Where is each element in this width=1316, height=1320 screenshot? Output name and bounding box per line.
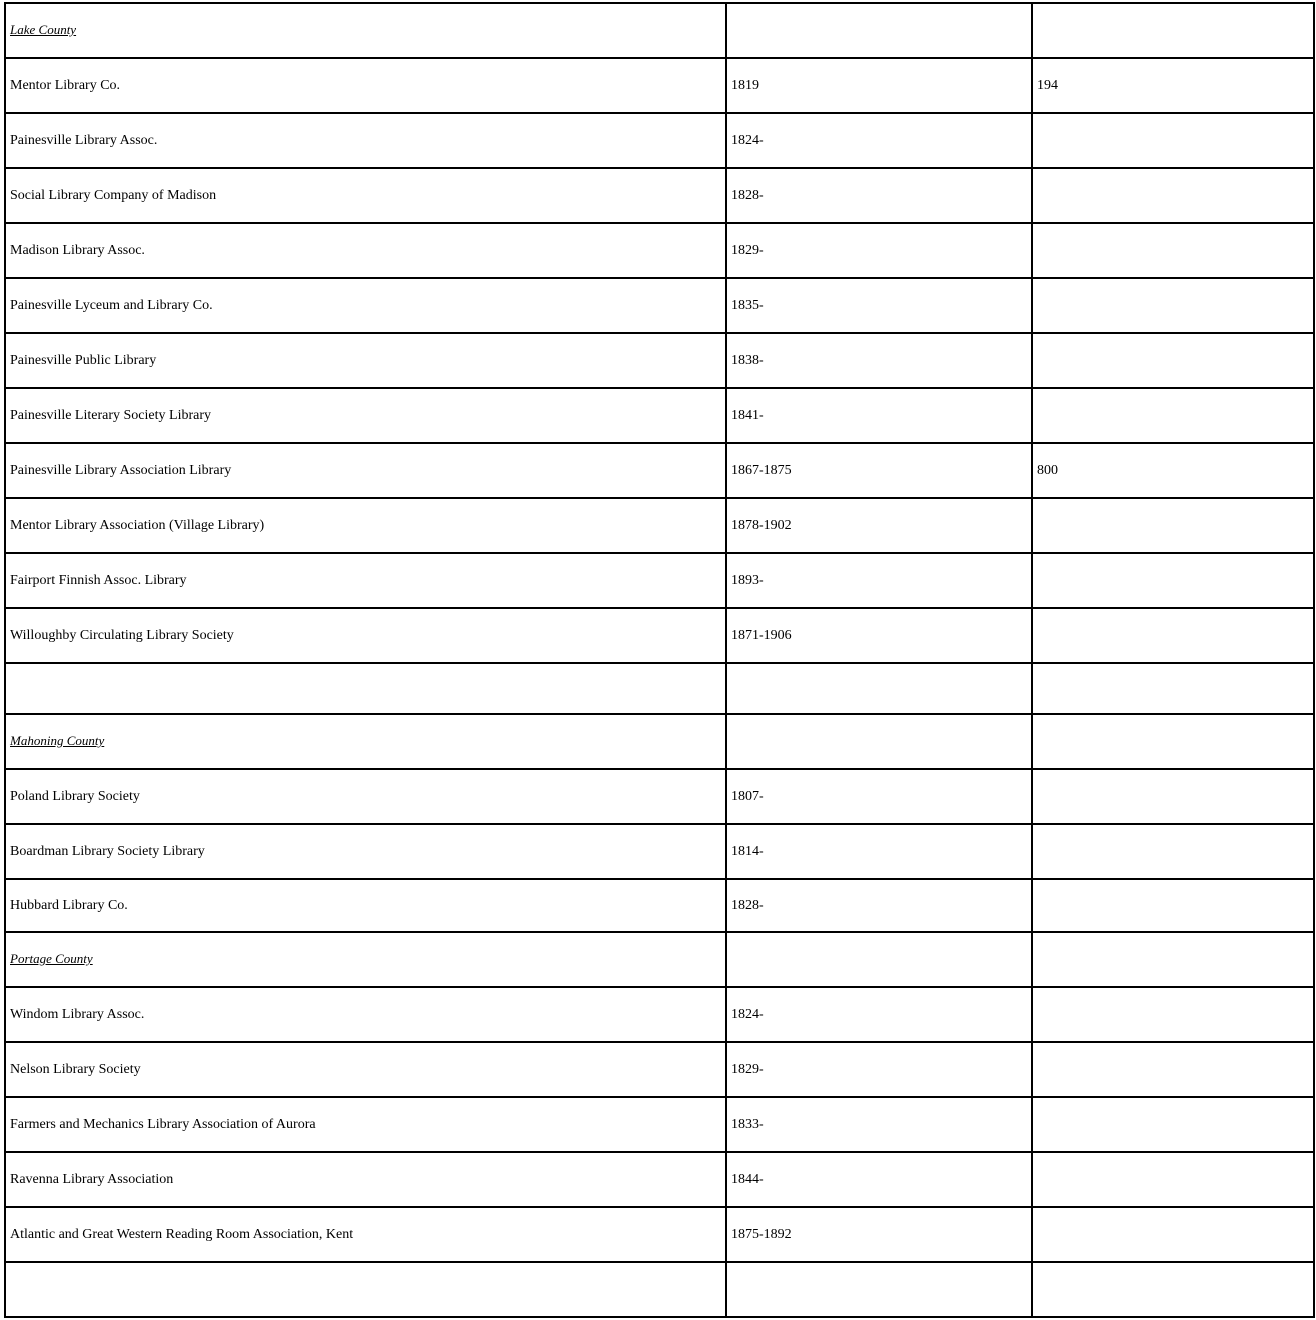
table-row: [5, 1042, 1314, 1097]
table-row: [5, 443, 1314, 498]
library-name-cell: Fairport Finnish Assoc. Library: [5, 553, 726, 608]
years-cell: 1838-: [726, 333, 1032, 388]
volumes-cell: [1032, 987, 1314, 1042]
years-cell: [726, 932, 1032, 987]
library-name-cell: Ravenna Library Association: [5, 1152, 726, 1207]
county-heading-label: Mahoning County: [10, 733, 105, 748]
table-row: [5, 333, 1314, 388]
table-row: [5, 879, 1314, 932]
blank-cell: [5, 663, 726, 714]
table-row: [5, 168, 1314, 223]
library-name-cell: Boardman Library Society Library: [5, 824, 726, 879]
table-row: [5, 388, 1314, 443]
volumes-cell: [1032, 879, 1314, 932]
volumes-cell: [1032, 1042, 1314, 1097]
blank-cell: [5, 1262, 726, 1317]
table-row-blank: [5, 1262, 1314, 1317]
table-row: [5, 58, 1314, 113]
years-cell: [726, 3, 1032, 58]
table-row: [5, 1207, 1314, 1262]
years-cell: 1828-: [726, 168, 1032, 223]
years-cell: [726, 714, 1032, 769]
library-name-cell: Painesville Library Assoc.: [5, 113, 726, 168]
years-cell: 1814-: [726, 824, 1032, 879]
years-cell: 1871-1906: [726, 608, 1032, 663]
library-name-cell: Hubbard Library Co.: [5, 879, 726, 932]
table-row: [5, 1152, 1314, 1207]
volumes-cell: [1032, 168, 1314, 223]
library-name-cell: Nelson Library Society: [5, 1042, 726, 1097]
years-cell: 1824-: [726, 113, 1032, 168]
county-heading: [5, 3, 726, 58]
volumes-cell: [1032, 278, 1314, 333]
table-row: [5, 223, 1314, 278]
years-cell: 1841-: [726, 388, 1032, 443]
years-cell: 1893-: [726, 553, 1032, 608]
library-name-cell: Atlantic and Great Western Reading Room Association, Kent: [5, 1207, 726, 1262]
county-heading-label: Portage County: [10, 951, 93, 966]
table-row: [5, 553, 1314, 608]
volumes-cell: [1032, 553, 1314, 608]
table-row: [5, 987, 1314, 1042]
volumes-cell: [1032, 113, 1314, 168]
years-cell: 1867-1875: [726, 443, 1032, 498]
volumes-cell: [1032, 1097, 1314, 1152]
county-heading-label: Lake County: [10, 22, 77, 37]
table-row: [5, 3, 1314, 58]
years-cell: 1824-: [726, 987, 1032, 1042]
volumes-cell: [1032, 3, 1314, 58]
library-name-cell: Windom Library Assoc.: [5, 987, 726, 1042]
table-row: [5, 278, 1314, 333]
library-name-cell: Social Library Company of Madison: [5, 168, 726, 223]
volumes-cell: [1032, 223, 1314, 278]
blank-cell: [726, 663, 1032, 714]
volumes-cell: [1032, 608, 1314, 663]
years-cell: 1807-: [726, 769, 1032, 824]
library-name-cell: Painesville Lyceum and Library Co.: [5, 278, 726, 333]
volumes-cell: [1032, 498, 1314, 553]
table-row: [5, 1097, 1314, 1152]
library-name-cell: Mentor Library Co.: [5, 58, 726, 113]
library-name-cell: Painesville Library Association Library: [5, 443, 726, 498]
library-name-cell: Poland Library Society: [5, 769, 726, 824]
table-row: [5, 932, 1314, 987]
years-cell: 1829-: [726, 223, 1032, 278]
volumes-cell: [1032, 1152, 1314, 1207]
library-name-cell: Madison Library Assoc.: [5, 223, 726, 278]
volumes-cell: [1032, 769, 1314, 824]
years-cell: 1833-: [726, 1097, 1032, 1152]
volumes-cell: [1032, 714, 1314, 769]
years-cell: 1835-: [726, 278, 1032, 333]
years-cell: 1828-: [726, 879, 1032, 932]
library-name-cell: Farmers and Mechanics Library Association of Aurora: [5, 1097, 726, 1152]
years-cell: 1829-: [726, 1042, 1032, 1097]
years-cell: 1844-: [726, 1152, 1032, 1207]
table-row: [5, 769, 1314, 824]
years-cell: 1878-1902: [726, 498, 1032, 553]
table-row: [5, 498, 1314, 553]
volumes-cell: [1032, 1207, 1314, 1262]
library-table: [4, 2, 1315, 1318]
volumes-cell: 194: [1032, 58, 1314, 113]
library-name-cell: Mentor Library Association (Village Library): [5, 498, 726, 553]
volumes-cell: [1032, 333, 1314, 388]
volumes-cell: [1032, 824, 1314, 879]
table-row: [5, 824, 1314, 879]
years-cell: 1875-1892: [726, 1207, 1032, 1262]
table-row: [5, 714, 1314, 769]
blank-cell: [726, 1262, 1032, 1317]
table-row-blank: [5, 663, 1314, 714]
blank-cell: [1032, 663, 1314, 714]
years-cell: 1819: [726, 58, 1032, 113]
volumes-cell: [1032, 932, 1314, 987]
county-heading: [5, 714, 726, 769]
county-heading: [5, 932, 726, 987]
library-name-cell: Painesville Public Library: [5, 333, 726, 388]
volumes-cell: 800: [1032, 443, 1314, 498]
blank-cell: [1032, 1262, 1314, 1317]
table-row: [5, 608, 1314, 663]
table-row: [5, 113, 1314, 168]
volumes-cell: [1032, 388, 1314, 443]
library-name-cell: Painesville Literary Society Library: [5, 388, 726, 443]
library-name-cell: Willoughby Circulating Library Society: [5, 608, 726, 663]
